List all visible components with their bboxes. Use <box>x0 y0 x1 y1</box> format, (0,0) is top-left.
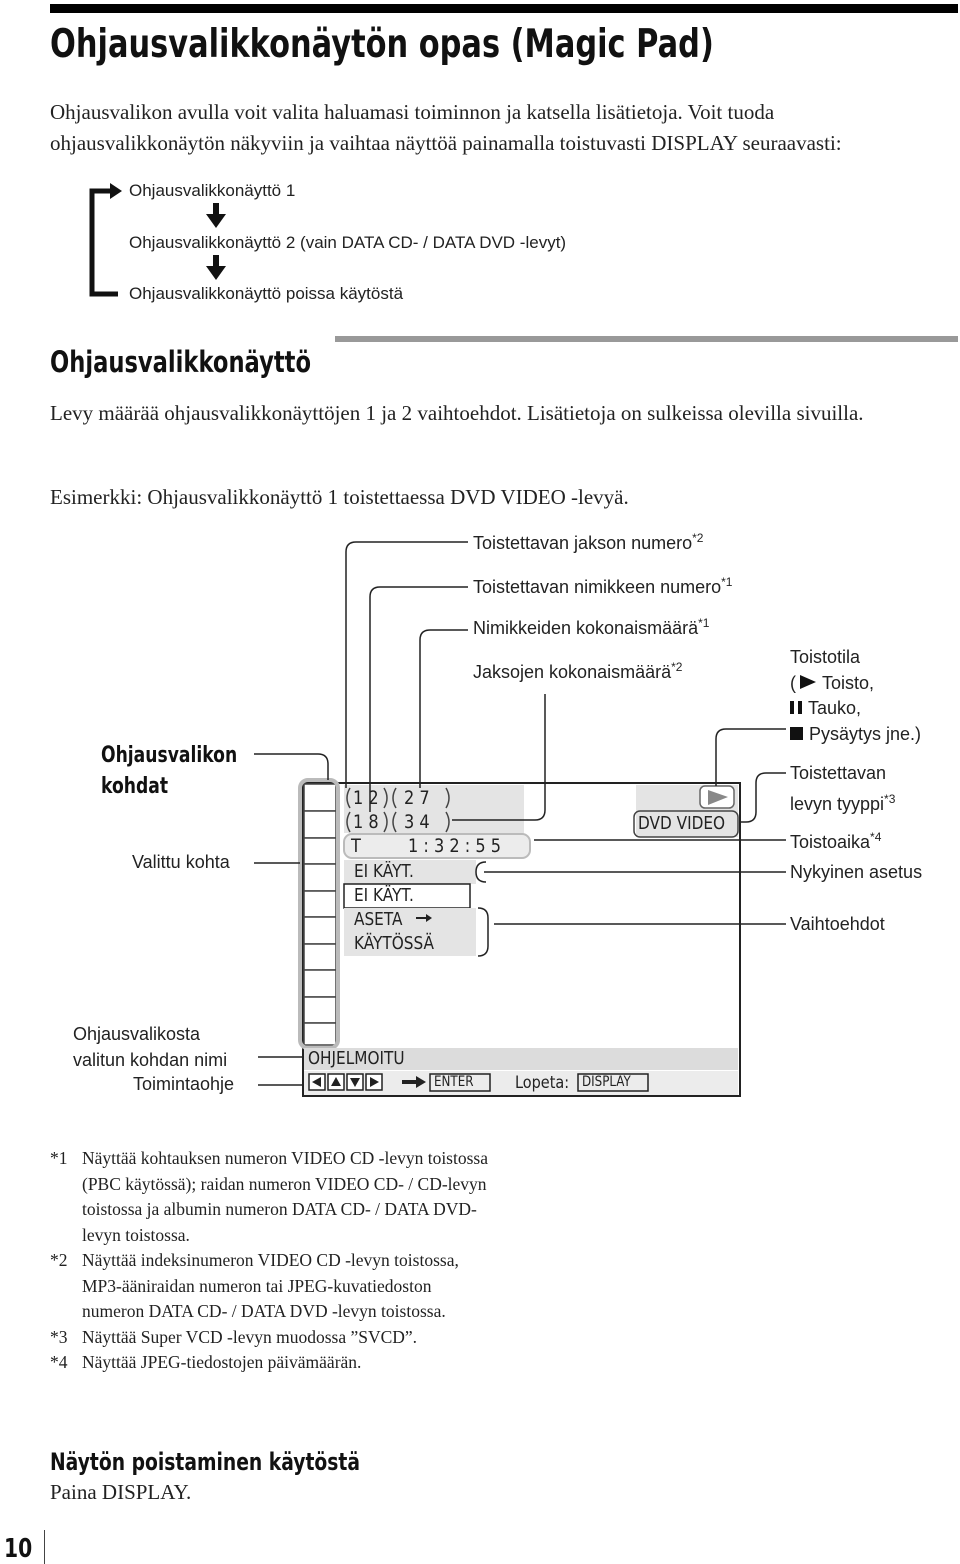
callout-play-status <box>790 645 921 747</box>
section-heading: Näytön poistaminen käytöstä <box>50 1448 361 1476</box>
osd-option-aseta[interactable]: ASETA <box>354 909 403 930</box>
callout-title-number: Toistettavan nimikkeen numero$^{*1}$ <box>473 575 733 597</box>
osd-title-total: 2 7 <box>404 787 430 809</box>
flow-step: Ohjausvalikkonäyttö 2 (vain DATA CD- / DATA DVD -levyt) <box>129 233 567 252</box>
osd-enter-key: ENTER <box>434 1074 474 1090</box>
osd-disc-type: DVD VIDEO <box>638 813 726 834</box>
osd-display-key: DISPLAY <box>582 1074 631 1090</box>
osd-time: 1 : 3 2 : 5 5 <box>408 835 502 857</box>
osd-time-label: T <box>351 835 361 857</box>
footnote: *2 Näyttää indeksinumeron VIDEO CD -levyn toistossa, MP3-ääniraidan numeron tai JPEG-kuvatiedoston numeron DATA CD- / DATA DVD -levyn toistossa. <box>50 1250 459 1321</box>
osd-chapter-total: 3 4 <box>404 811 430 833</box>
osd-quit-label: Lopeta: <box>515 1073 570 1093</box>
footnotes <box>50 1146 490 1376</box>
osd-option-kaytossa[interactable]: KÄYTÖSSÄ <box>354 933 434 954</box>
intro-paragraph: Ohjausvalikon avulla voit valita haluamasi toiminnon ja katsella lisätietoja. Voit tuoda ohjausvalikkonäytön näkyviin ja vaihtaa näyttöä painamalla toistuvasti DISPLAY seuraavasti: <box>50 100 842 155</box>
osd-title-number: 1 2 <box>353 787 379 809</box>
section-body: Paina DISPLAY. <box>50 1480 192 1504</box>
menu-icon-column <box>304 784 336 1045</box>
play-status-pause: Tauko, <box>790 696 921 722</box>
page-title: Ohjausvalikkonäytön opas (Magic Pad) <box>50 22 714 67</box>
callout-play-time: Toistoaika$^{*4}$ <box>790 830 882 852</box>
play-status-label: Toistotila <box>790 647 861 667</box>
stop-icon <box>790 727 803 740</box>
callout-selected-item: Valittu kohta <box>132 852 230 872</box>
flow-step: Ohjausvalikkonäyttö 1 <box>129 181 296 200</box>
example-caption: Esimerkki: Ohjausvalikkonäyttö 1 toistettaessa DVD VIDEO -levyä. <box>50 485 629 509</box>
page-number-rule <box>44 1530 45 1564</box>
pause-icon <box>790 701 802 714</box>
footnote: *4 Näyttää JPEG-tiedostojen päivämäärän. <box>50 1352 362 1372</box>
footnote: *1 Näyttää kohtauksen numeron VIDEO CD -levyn toistossa (PBC käytössä); raidan numeron VIDEO CD- / CD-levyn toistossa ja albumin numeron DATA CD- / DATA DVD-levyn toistossa. <box>50 1148 488 1245</box>
section-heading: Ohjausvalikkonäyttö <box>50 345 312 379</box>
callout-total-titles: Nimikkeiden kokonaismäärä$^{*1}$ <box>473 616 710 638</box>
section-body: Levy määrää ohjausvalikkonäyttöjen 1 ja 2 vaihtoehdot. Lisätietoja on sulkeissa olevilla sivuilla. <box>50 401 864 425</box>
footnote: *3 Näyttää Super VCD -levyn muodossa ”SVCD”. <box>50 1326 418 1347</box>
osd-menu-name: OHJELMOITU <box>308 1048 405 1069</box>
callout-instruction: Toimintaohje <box>133 1074 235 1094</box>
callout-disc-type: Toistettavan levyn tyyppi$^{*3}$ <box>790 763 896 814</box>
callout-total-chapters: Jaksojen kokonaismäärä$^{*2}$ <box>473 660 683 682</box>
callout-chapter-number: Toistettavan jakson numero$^{*2}$ <box>473 531 704 553</box>
callout-menu-items: Ohjausvalikon kohdat <box>101 743 238 799</box>
osd-chapter-number: 1 8 <box>353 811 379 833</box>
play-status-stop: Pysäytys jne.) <box>790 722 921 748</box>
callout-options: Vaihtoehdot <box>790 914 885 934</box>
callout-selected-name: Ohjausvalikosta valitun kohdan nimi <box>73 1024 228 1070</box>
osd-option-selected[interactable]: EI KÄYT. <box>354 885 414 906</box>
page-number: 10 <box>4 1534 33 1564</box>
callout-current-setting: Nykyinen asetus <box>790 862 923 882</box>
flow-step: Ohjausvalikkonäyttö poissa käytöstä <box>129 284 404 303</box>
play-icon <box>800 675 816 689</box>
osd-current-setting: EI KÄYT. <box>354 861 414 882</box>
play-status-play: ( Toisto, <box>790 672 875 693</box>
